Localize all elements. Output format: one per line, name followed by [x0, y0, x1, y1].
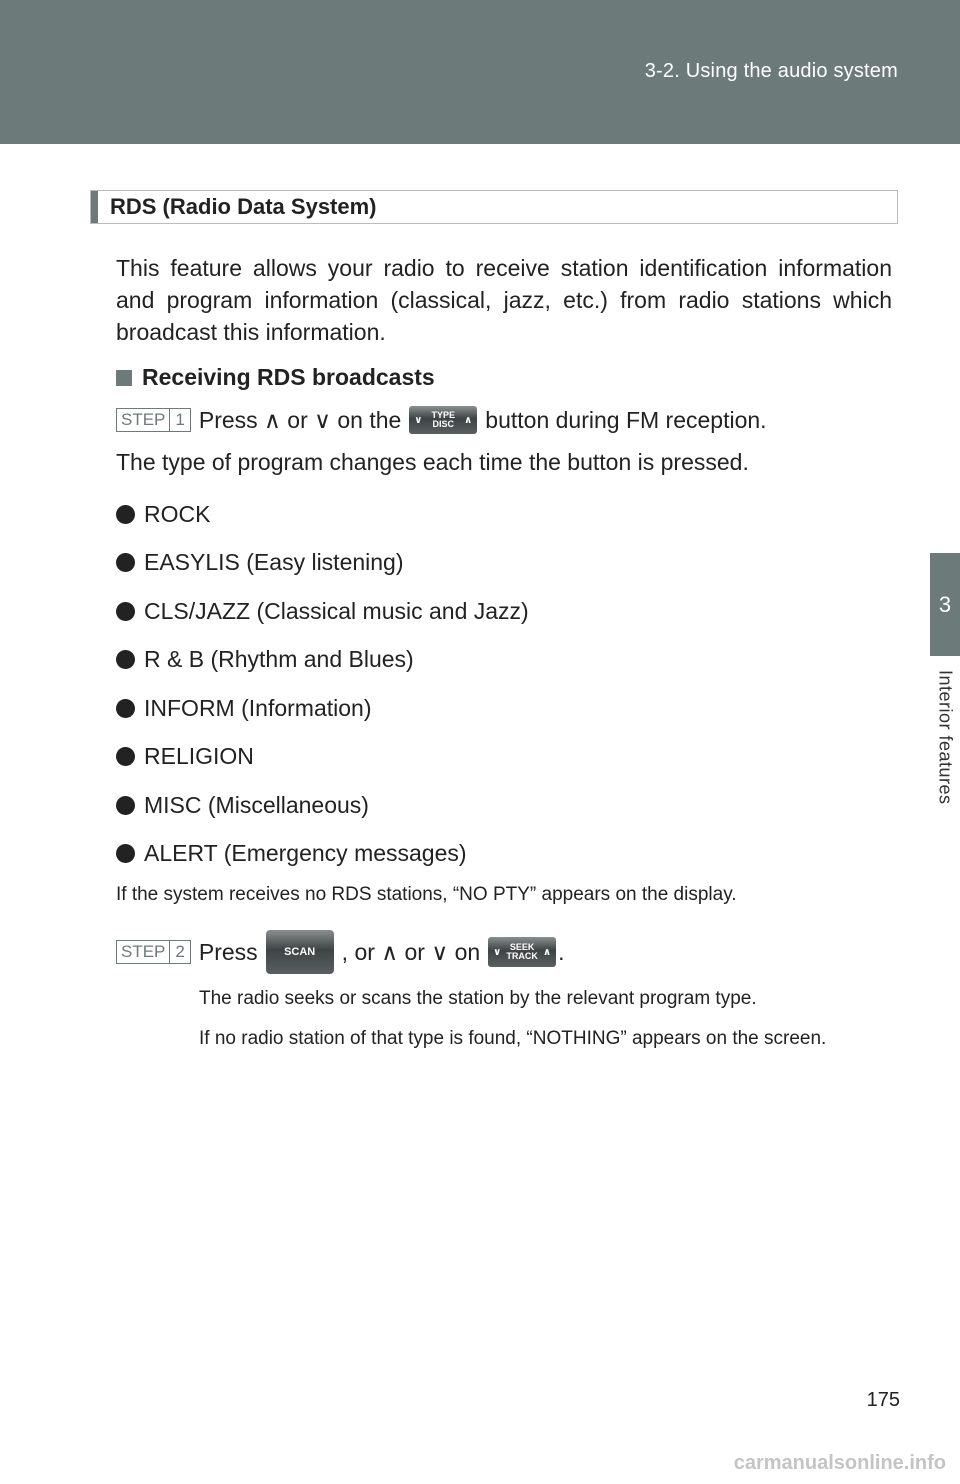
- step-2-note-2: If no radio station of that type is found, “NOTHING” appears on the screen.: [199, 1028, 827, 1049]
- step-1-badge: [116, 408, 191, 432]
- list-item: [116, 539, 529, 588]
- type-label: TYPE: [431, 410, 456, 420]
- list-item: [116, 636, 529, 685]
- heading-marker: [91, 191, 98, 223]
- step-badge-label: STEP: [121, 942, 166, 961]
- program-type-text: EASYLIS (Easy listening): [144, 549, 404, 576]
- chevron-down-icon: ∨: [493, 946, 502, 958]
- step-2-line: [116, 930, 565, 974]
- program-type-text: ROCK: [144, 500, 211, 527]
- program-type-text: CLS/JAZZ (Classical music and Jazz): [144, 597, 529, 624]
- list-item: [116, 830, 529, 879]
- step-2-text-press: Press: [198, 938, 258, 965]
- type-disc-button-icon: [409, 406, 477, 434]
- bullet-icon: [116, 747, 135, 766]
- section-heading: [90, 190, 898, 224]
- chapter-title: 3-2. Using the audio system: [644, 60, 898, 82]
- chapter-tab-label: [930, 656, 960, 846]
- bullet-icon: [116, 699, 135, 718]
- step-1-followup: The type of program changes each time the button is pressed.: [116, 449, 749, 475]
- chapter-tab-number: 3: [930, 553, 960, 656]
- watermark: carmanualsonline.info: [733, 1452, 946, 1474]
- disc-label: DISC: [432, 419, 455, 429]
- seek-track-label: [501, 943, 543, 961]
- step-badge-label: STEP: [121, 410, 166, 429]
- program-type-list: [116, 490, 529, 878]
- program-type-text: RELIGION: [144, 743, 254, 770]
- bullet-icon: [116, 553, 135, 572]
- type-disc-label: [422, 411, 464, 429]
- subheading-text: Receiving RDS broadcasts: [142, 364, 435, 390]
- bullet-icon: [116, 844, 135, 863]
- scan-button-icon: SCAN: [266, 930, 334, 974]
- chevron-down-icon: ∨: [414, 414, 423, 426]
- no-rds-note: If the system receives no RDS stations, “NO PTY” appears on the display.: [116, 884, 737, 905]
- step-badge-number: 1: [169, 409, 189, 431]
- square-bullet-icon: [116, 370, 132, 386]
- step-2-badge: [116, 940, 191, 964]
- program-type-text: ALERT (Emergency messages): [144, 840, 467, 867]
- list-item: [116, 587, 529, 636]
- intro-paragraph: This feature allows your radio to receive station identification information and program information (classical, jazz, etc.) from radio stations which broadcast this information.: [116, 255, 892, 345]
- step-1-line: [116, 406, 767, 434]
- bullet-icon: [116, 650, 135, 669]
- program-type-text: R & B (Rhythm and Blues): [144, 646, 414, 673]
- track-label: TRACK: [506, 951, 538, 961]
- section-heading-text: RDS (Radio Data System): [110, 194, 377, 219]
- bullet-icon: [116, 602, 135, 621]
- header-bar: [0, 0, 960, 144]
- subheading: [116, 364, 435, 391]
- list-item: [116, 733, 529, 782]
- program-type-text: MISC (Miscellaneous): [144, 791, 369, 818]
- chevron-up-icon: ∧: [543, 946, 552, 958]
- chapter-tab-label-text: Interior features: [935, 670, 956, 805]
- bullet-icon: [116, 796, 135, 815]
- seek-track-button-icon: [488, 937, 556, 967]
- chevron-up-icon: ∧: [464, 414, 473, 426]
- step-2-text-end: .: [558, 938, 565, 965]
- step-1-text-before: Press ∧ or ∨ on the: [198, 406, 402, 433]
- bullet-icon: [116, 505, 135, 524]
- program-type-text: INFORM (Information): [144, 694, 372, 721]
- list-item: [116, 684, 529, 733]
- step-2-text-mid: , or ∧ or ∨ on: [341, 938, 481, 965]
- page-number: 175: [866, 1389, 900, 1411]
- step-1-text-after: button during FM reception.: [485, 406, 767, 433]
- list-item: [116, 781, 529, 830]
- list-item: [116, 490, 529, 539]
- step-2-note-1: The radio seeks or scans the station by the relevant program type.: [199, 988, 757, 1009]
- step-badge-number: 2: [169, 941, 189, 963]
- seek-label: SEEK: [509, 942, 535, 952]
